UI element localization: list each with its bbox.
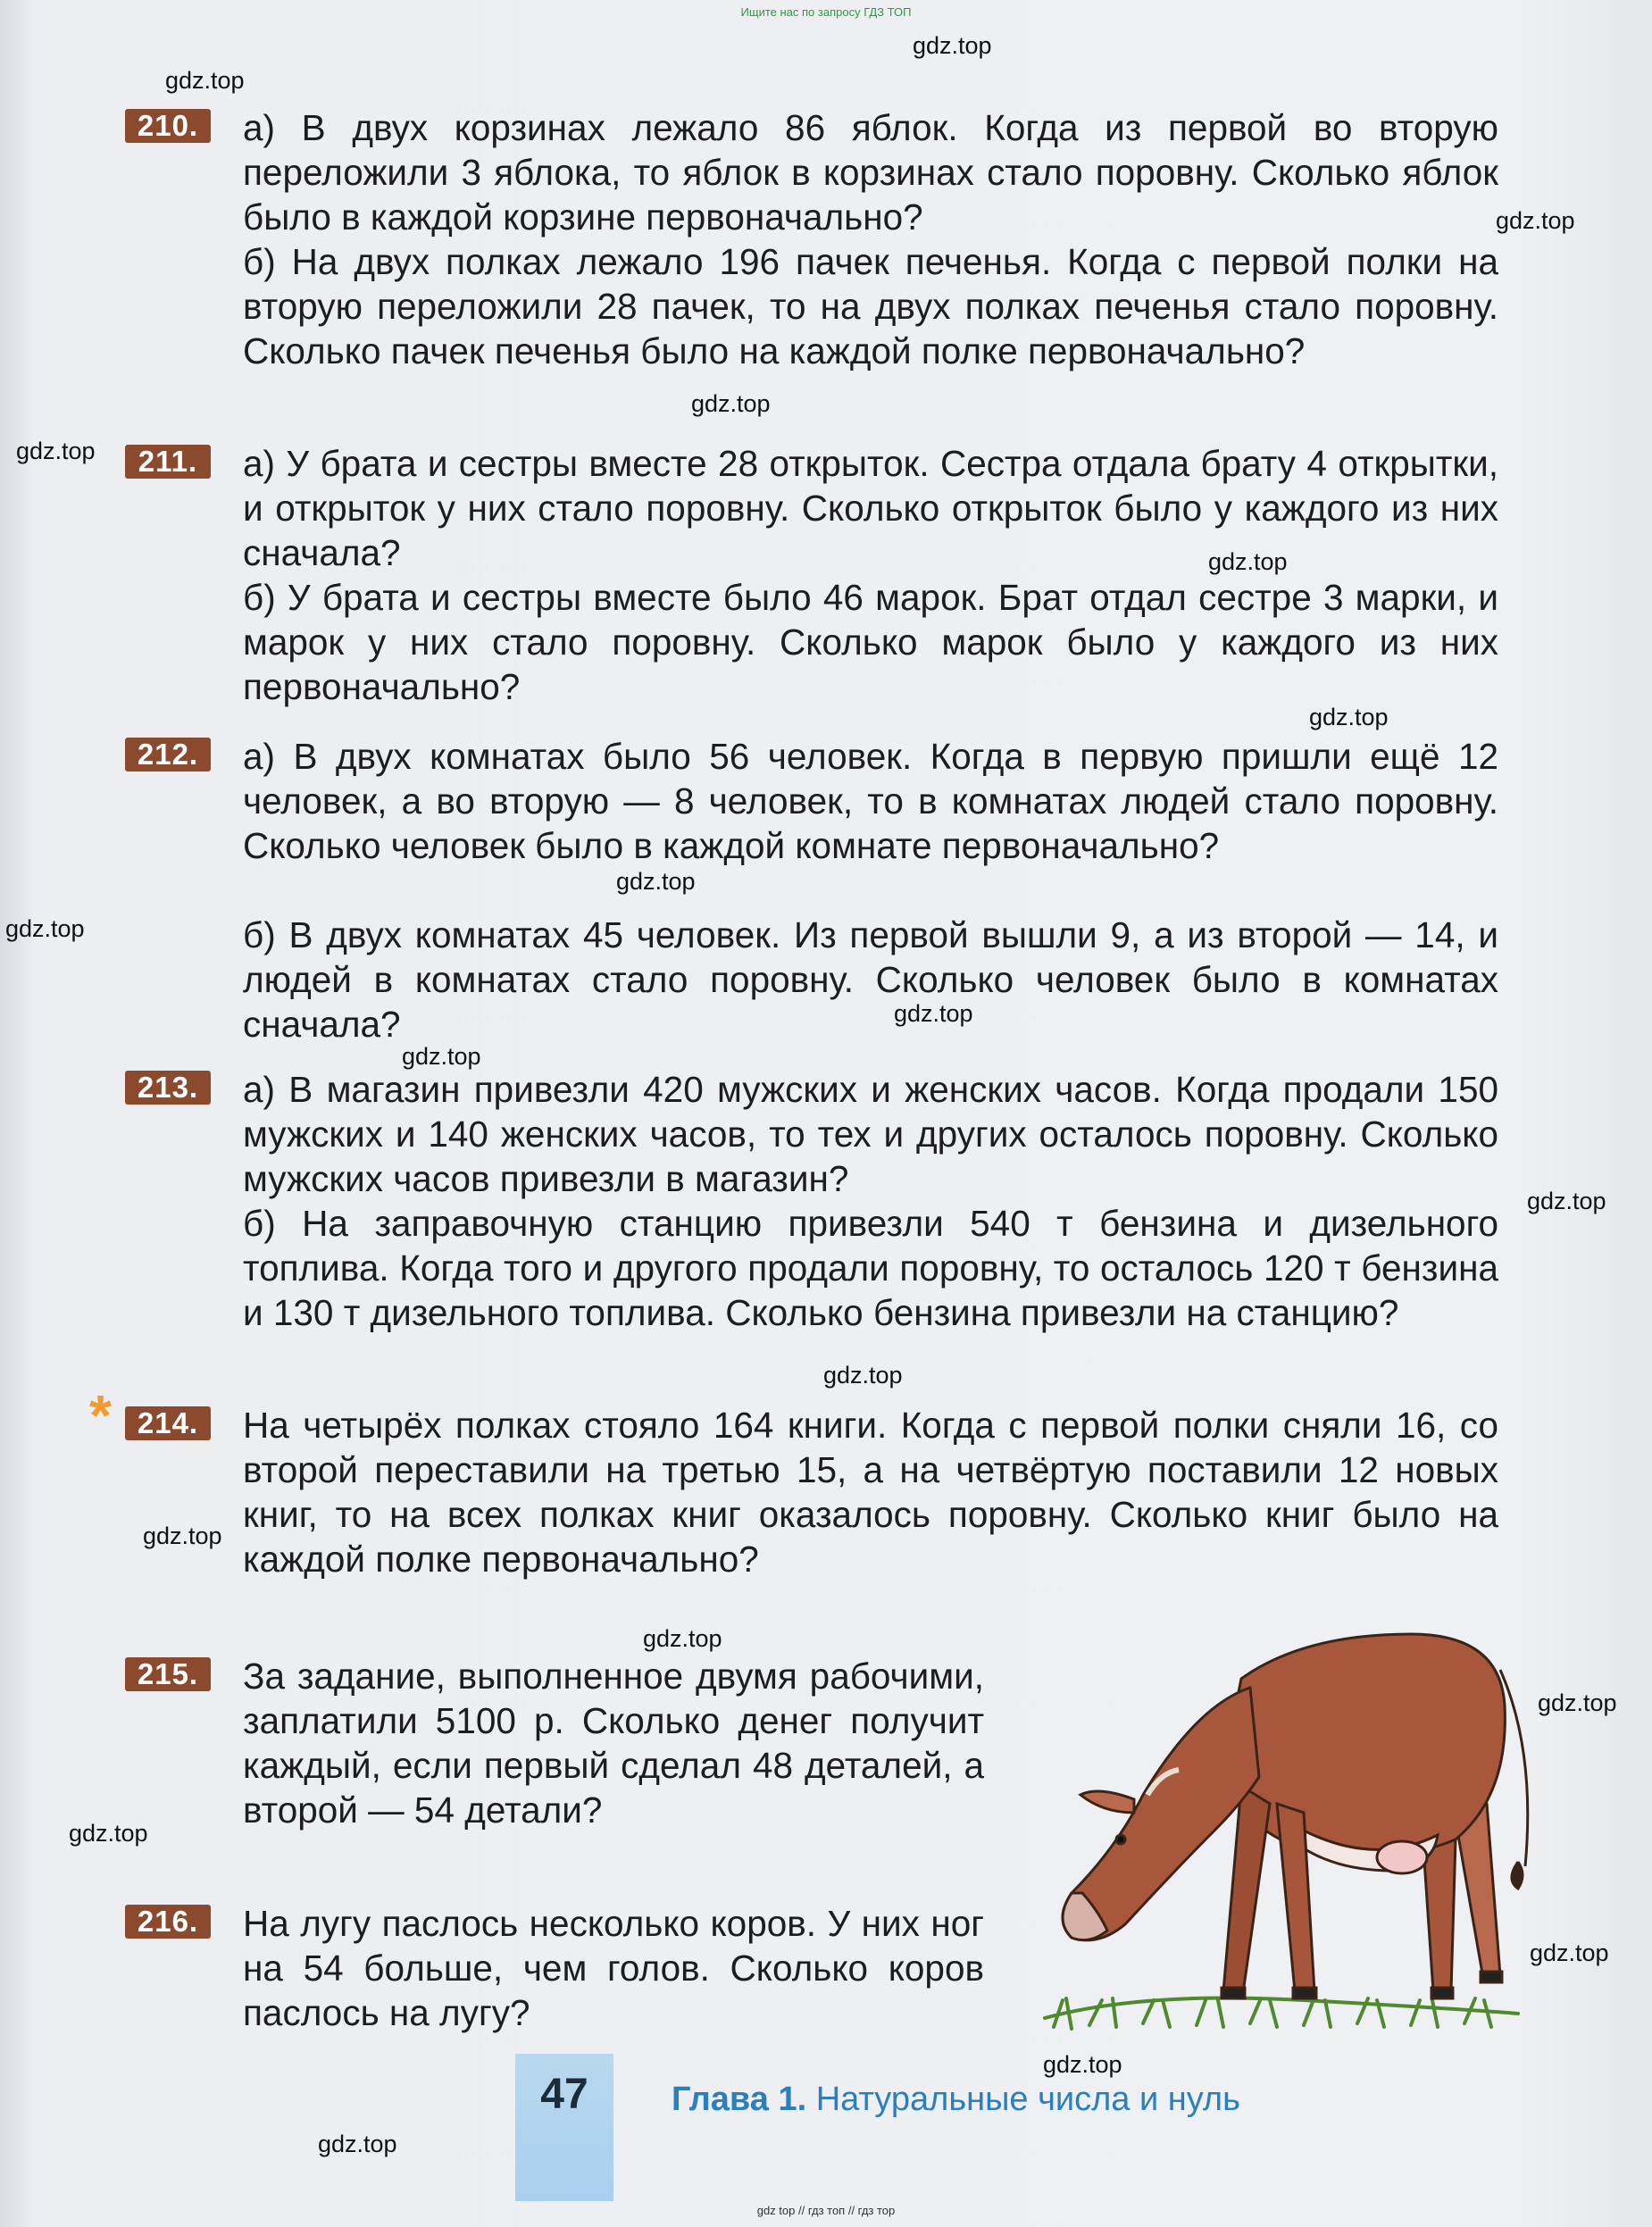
- watermark: gdz.top: [402, 1043, 481, 1070]
- watermark: gdz.top: [318, 2131, 397, 2157]
- watermark: gdz.top: [1309, 704, 1389, 730]
- watermark: gdz.top: [913, 32, 992, 59]
- watermark: gdz.top: [1527, 1188, 1606, 1214]
- watermark: gdz.top: [1538, 1689, 1617, 1716]
- problem-number: 213.: [125, 1071, 211, 1105]
- top-banner: Ищите нас по запросу ГДЗ ТОП: [740, 5, 912, 19]
- problem-text: б) На заправочную станцию привезли 540 т бензина и дизельного топлива. Когда того и другого продали поровну, то осталось 120 т бензина и 130 т дизельного топлива. Сколько бензина привезли на станцию?: [243, 1203, 1498, 1333]
- problem-text: а) В двух корзинах лежало 86 яблок. Когда из первой во вторую переложили 3 яблока, то яблок в корзинах стало поровну. Сколько яблок было в каждой корзине первоначально?: [243, 107, 1498, 238]
- watermark: gdz.top: [823, 1362, 903, 1389]
- grass-icon: [1045, 1998, 1518, 2030]
- cow-illustration: [1036, 1572, 1536, 2054]
- problem-text: За задание, выполненное двумя рабочими, заплатили 5100 р. Сколько денег получит каждый, если первый сделал 48 деталей, а второй — 54 детали?: [243, 1656, 984, 1831]
- problem-text: На четырёх полках стояло 164 книги. Когда с первой полки сняли 16, со второй переставили на третью 15, а на четвёртую поставили 12 новых книг, то на всех полках книг оказалось поровну. Сколько книг было на каждой полке первоначально?: [243, 1405, 1498, 1580]
- problem-number: 216.: [125, 1905, 211, 1939]
- star-icon: *: [89, 1383, 112, 1447]
- problem-text: а) В магазин привезли 420 мужских и женских часов. Когда продали 150 мужских и 140 женских часов, то тех и других осталось поровну. Сколько мужских часов привезли в магазин?: [243, 1069, 1498, 1199]
- problem-text: б) У брата и сестры вместе было 46 марок. Брат отдал сестре 3 марки, и марок у них стало поровну. Сколько марок было у каждого из них первоначально?: [243, 577, 1498, 707]
- problem-text: б) На двух полках лежало 196 пачек печенья. Когда с первой полки на вторую переложили 28 пачек, то на двух полках печенья стало поровну. Сколько пачек печенья было на каждой полке первоначально?: [243, 241, 1498, 371]
- chapter-label: Глава 1.: [672, 2081, 807, 2118]
- watermark: gdz.top: [616, 868, 696, 895]
- problem-number: 214.: [125, 1406, 211, 1440]
- watermark: gdz.top: [1043, 2051, 1122, 2078]
- problem-text: б) В двух комнатах 45 человек. Из первой вышли 9, а из второй — 14, и людей в комнатах стало поровну. Сколько человек было в комнатах сначала?: [243, 914, 1498, 1045]
- problem-number: 211.: [125, 445, 211, 479]
- problem-text: а) У брата и сестры вместе 28 открыток. Сестра отдала брату 4 открытки, и открыток у них стало поровну. Сколько открыток было у каждого из них сначала?: [243, 443, 1498, 573]
- problem-number: 215.: [125, 1657, 211, 1691]
- problem-text: На лугу паслось несколько коров. У них ног на 54 больше, чем голов. Сколько коров паслось на лугу?: [243, 1903, 984, 2033]
- watermark: gdz.top: [165, 67, 245, 94]
- bottom-banner: gdz top // гдз топ // гдз тор: [756, 2204, 896, 2217]
- watermark: gdz.top: [1496, 207, 1575, 234]
- chapter-title: [672, 2081, 1240, 2119]
- watermark: gdz.top: [5, 915, 85, 942]
- page-number: 47: [540, 2071, 588, 2118]
- watermark: gdz.top: [16, 438, 96, 464]
- watermark: gdz.top: [894, 1000, 973, 1027]
- problem-text: а) В двух комнатах было 56 человек. Когда в первую пришли ещё 12 человек, а во вторую — 8 человек, то в комнатах людей стало поровну. Сколько человек было в каждой комнате первоначально?: [243, 736, 1498, 866]
- chapter-name: Натуральные числа и нуль: [815, 2081, 1240, 2118]
- problem-number: 210.: [125, 109, 211, 143]
- watermark: gdz.top: [1530, 1939, 1609, 1966]
- watermark: gdz.top: [691, 390, 771, 417]
- watermark: gdz.top: [643, 1625, 722, 1652]
- watermark: gdz.top: [69, 1820, 148, 1847]
- watermark: gdz.top: [143, 1522, 222, 1549]
- watermark: gdz.top: [1208, 548, 1288, 575]
- problem-number: 212.: [125, 738, 211, 772]
- cow-body: [1063, 1634, 1528, 1998]
